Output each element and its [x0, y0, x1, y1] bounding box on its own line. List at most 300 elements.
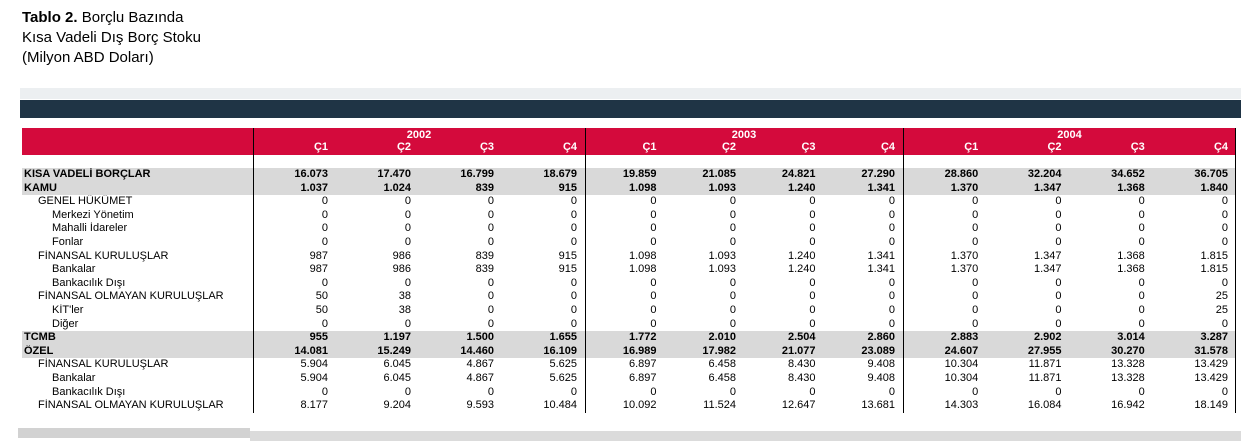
value-cell: 0: [1221, 222, 1228, 235]
table-title-line3: (Milyon ABD Doları): [22, 49, 154, 66]
quarter-label: Ç3: [479, 141, 494, 153]
value-cell: 1.093: [708, 263, 736, 276]
value-cell: 0: [1138, 222, 1145, 235]
value-cell: 8.430: [787, 371, 816, 384]
value-cell: 4.867: [466, 358, 494, 371]
value-cell: 839: [475, 249, 494, 262]
year-group-cells: [585, 182, 903, 196]
year-group-cells: [253, 290, 585, 304]
value-cell: 0: [570, 208, 577, 221]
value-cell: 0: [888, 317, 895, 330]
year-group-cells: [253, 304, 585, 318]
debt-stock-table: [22, 128, 1236, 413]
year-group-cells: [253, 277, 585, 291]
value-cell: 0: [729, 222, 736, 235]
value-cell: 0: [888, 303, 895, 316]
value-cell: 0: [809, 208, 816, 221]
value-cell: 4.867: [466, 371, 494, 384]
value-cell: 0: [321, 208, 328, 221]
year-group-cells: [253, 236, 585, 250]
value-cell: 9.593: [466, 399, 494, 412]
year-label: 2004: [1057, 129, 1082, 141]
value-cell: 30.270: [1111, 344, 1145, 357]
value-cell: 0: [570, 235, 577, 248]
value-cell: 0: [809, 385, 816, 398]
value-cell: 0: [972, 303, 979, 316]
value-cell: 25: [1215, 303, 1228, 316]
value-cell: 1.341: [867, 263, 895, 276]
row-label: KAMU: [24, 181, 57, 194]
table-row: [22, 209, 1236, 223]
value-cell: 15.249: [377, 344, 411, 357]
value-cell: 0: [1221, 317, 1228, 330]
value-cell: 16.942: [1111, 399, 1145, 412]
value-cell: 34.652: [1111, 168, 1145, 180]
year-group-cells: [253, 345, 585, 359]
value-cell: 0: [972, 222, 979, 235]
value-cell: 0: [1055, 222, 1062, 235]
table-row: [22, 372, 1236, 386]
value-cell: 28.860: [944, 168, 979, 180]
row-label: FİNANSAL OLMAYAN KURULUŞLAR: [38, 399, 224, 412]
year-group-cells: [585, 195, 903, 209]
value-cell: 27.955: [1027, 344, 1062, 357]
table-title-line2: Kısa Vadeli Dış Borç Stoku: [22, 29, 201, 46]
table-row: [22, 399, 1236, 413]
year-label: 2002: [406, 129, 432, 141]
value-cell: 9.204: [383, 399, 411, 412]
value-cell: 0: [650, 235, 657, 248]
value-cell: 1.347: [1033, 263, 1062, 276]
row-label: Merkezi Yönetim: [52, 208, 134, 221]
value-cell: 0: [972, 276, 979, 289]
value-cell: 5.625: [549, 358, 577, 371]
table-title-line1: Tablo 2. Borçlu Bazında: [22, 9, 184, 26]
value-cell: 0: [650, 385, 657, 398]
year-group-cells: [585, 236, 903, 250]
value-cell: 0: [1055, 195, 1062, 208]
header-label-spacer: [22, 128, 253, 155]
value-cell: 0: [404, 195, 411, 208]
value-cell: 13.429: [1194, 358, 1228, 371]
value-cell: 0: [570, 303, 577, 316]
value-cell: 1.093: [708, 181, 736, 194]
year-group-cells: [903, 372, 1236, 386]
value-cell: 0: [809, 317, 816, 330]
table-title: [22, 8, 201, 68]
value-cell: 10.304: [944, 371, 979, 384]
row-label: Mahalli İdareler: [52, 222, 128, 235]
value-cell: 0: [729, 385, 736, 398]
value-cell: 9.408: [867, 358, 895, 371]
value-cell: 21.085: [702, 168, 736, 180]
value-cell: 0: [570, 195, 577, 208]
value-cell: 0: [570, 290, 577, 303]
row-label: FİNANSAL OLMAYAN KURULUŞLAR: [38, 290, 224, 303]
value-cell: 0: [1055, 276, 1062, 289]
value-cell: 18.149: [1194, 399, 1228, 412]
value-cell: 21.077: [781, 344, 816, 357]
quarter-header-row: [253, 141, 585, 155]
table-row: [22, 345, 1236, 359]
value-cell: 0: [487, 208, 494, 221]
value-cell: 0: [888, 208, 895, 221]
table-row: [22, 304, 1236, 318]
year-group-cells: [585, 209, 903, 223]
value-cell: 50: [315, 303, 328, 316]
column-divider: [585, 128, 586, 413]
value-cell: 1.368: [1117, 263, 1145, 276]
value-cell: 0: [487, 235, 494, 248]
value-cell: 0: [809, 276, 816, 289]
value-cell: 1.093: [708, 249, 736, 262]
value-cell: 0: [888, 385, 895, 398]
table-row: [22, 290, 1236, 304]
value-cell: 1.098: [628, 249, 657, 262]
value-cell: 0: [1138, 303, 1145, 316]
value-cell: 0: [404, 208, 411, 221]
year-group-cells: [585, 277, 903, 291]
value-cell: 0: [729, 276, 736, 289]
value-cell: 18.679: [543, 168, 577, 180]
value-cell: 0: [321, 385, 328, 398]
value-cell: 0: [321, 195, 328, 208]
column-divider: [1235, 128, 1236, 413]
value-cell: 10.484: [543, 399, 577, 412]
year-label: 2003: [731, 129, 757, 141]
value-cell: 50: [315, 290, 328, 303]
bottom-divider-right: [250, 431, 1241, 441]
year-group-cells: [253, 318, 585, 332]
value-cell: 0: [972, 235, 979, 248]
value-cell: 2.902: [1033, 331, 1062, 344]
year-group-cells: [903, 250, 1236, 264]
value-cell: 11.871: [1028, 358, 1062, 371]
year-group-header: [253, 128, 585, 155]
value-cell: 9.408: [867, 371, 895, 384]
value-cell: 0: [972, 385, 979, 398]
row-label: Diğer: [52, 317, 79, 330]
value-cell: 16.989: [622, 344, 657, 357]
value-cell: 1.815: [1200, 263, 1228, 276]
header-body-gap: [22, 155, 1236, 168]
value-cell: 0: [1055, 235, 1062, 248]
year-group-cells: [253, 168, 585, 182]
year-group-cells: [253, 358, 585, 372]
row-label: Bankalar: [52, 371, 96, 384]
value-cell: 0: [888, 290, 895, 303]
value-cell: 0: [404, 235, 411, 248]
table-row: [22, 250, 1236, 264]
value-cell: 3.287: [1200, 331, 1228, 344]
value-cell: 16.109: [543, 344, 577, 357]
year-group-cells: [903, 182, 1236, 196]
value-cell: 0: [1055, 208, 1062, 221]
value-cell: 13.681: [861, 399, 895, 412]
quarter-label: Ç1: [964, 141, 979, 153]
quarter-label: Ç2: [1047, 141, 1062, 153]
year-group-cells: [903, 290, 1236, 304]
value-cell: 0: [650, 290, 657, 303]
year-group-cells: [253, 209, 585, 223]
quarter-label: Ç4: [880, 141, 895, 153]
value-cell: 5.625: [549, 371, 577, 384]
bottom-divider-left: [18, 428, 250, 438]
value-cell: 16.799: [460, 168, 494, 180]
value-cell: 1.341: [867, 249, 895, 262]
value-cell: 16.084: [1027, 399, 1062, 412]
value-cell: 1.037: [300, 181, 328, 194]
value-cell: 11.524: [703, 399, 736, 412]
quarter-label: Ç4: [562, 141, 577, 153]
value-cell: 987: [309, 263, 328, 276]
value-cell: 6.458: [708, 371, 736, 384]
year-group-cells: [903, 236, 1236, 250]
column-divider: [253, 128, 254, 413]
value-cell: 31.578: [1194, 344, 1228, 357]
value-cell: 0: [729, 208, 736, 221]
value-cell: 3.014: [1117, 331, 1145, 344]
year-group-cells: [585, 168, 903, 182]
value-cell: 0: [809, 290, 816, 303]
table-row: [22, 331, 1236, 345]
value-cell: 0: [487, 385, 494, 398]
value-cell: 24.607: [944, 344, 979, 357]
value-cell: 13.429: [1194, 371, 1228, 384]
value-cell: 1.368: [1117, 181, 1145, 194]
value-cell: 1.370: [950, 263, 979, 276]
year-group-cells: [585, 250, 903, 264]
value-cell: 24.821: [781, 168, 816, 180]
value-cell: 0: [570, 317, 577, 330]
value-cell: 0: [972, 317, 979, 330]
value-cell: 14.460: [460, 344, 494, 357]
year-group-header: [585, 128, 903, 155]
year-group-cells: [585, 345, 903, 359]
value-cell: 6.458: [708, 358, 736, 371]
row-label: FİNANSAL KURULUŞLAR: [38, 358, 169, 371]
table-row: [22, 277, 1236, 291]
year-group-cells: [903, 318, 1236, 332]
value-cell: 1.098: [628, 181, 657, 194]
value-cell: 0: [570, 222, 577, 235]
year-group-cells: [903, 195, 1236, 209]
value-cell: 13.328: [1111, 358, 1145, 371]
table-row: [22, 182, 1236, 196]
value-cell: 0: [1221, 276, 1228, 289]
value-cell: 1.815: [1200, 249, 1228, 262]
value-cell: 0: [729, 235, 736, 248]
value-cell: 1.347: [1033, 249, 1062, 262]
value-cell: 0: [888, 195, 895, 208]
value-cell: 0: [487, 276, 494, 289]
value-cell: 915: [558, 263, 577, 276]
year-group-cells: [903, 399, 1236, 413]
value-cell: 0: [404, 276, 411, 289]
value-cell: 0: [1221, 195, 1228, 208]
column-divider: [903, 128, 904, 413]
quarter-label: Ç2: [721, 141, 736, 153]
value-cell: 16.073: [294, 168, 328, 180]
value-cell: 0: [1138, 235, 1145, 248]
table-row: [22, 318, 1236, 332]
year-group-cells: [585, 358, 903, 372]
value-cell: 0: [404, 222, 411, 235]
value-cell: 1.655: [549, 331, 577, 344]
value-cell: 0: [1221, 235, 1228, 248]
value-cell: 0: [1138, 385, 1145, 398]
year-group-cells: [585, 222, 903, 236]
value-cell: 0: [1221, 208, 1228, 221]
value-cell: 1.840: [1200, 181, 1228, 194]
value-cell: 0: [570, 276, 577, 289]
navy-divider-bar: [20, 100, 1241, 118]
year-group-cells: [253, 222, 585, 236]
table-row: [22, 195, 1236, 209]
value-cell: 36.705: [1194, 168, 1228, 180]
value-cell: 0: [1055, 385, 1062, 398]
value-cell: 0: [487, 317, 494, 330]
row-label: Bankacılık Dışı: [52, 385, 126, 398]
value-cell: 0: [487, 222, 494, 235]
value-cell: 0: [729, 317, 736, 330]
table-header-row: [22, 128, 1236, 155]
quarter-label: Ç1: [313, 141, 328, 153]
row-label: ÖZEL: [24, 344, 54, 357]
quarter-label: Ç3: [1130, 141, 1145, 153]
value-cell: 10.092: [622, 399, 657, 412]
value-cell: 0: [321, 276, 328, 289]
value-cell: 14.081: [294, 344, 328, 357]
value-cell: 0: [809, 303, 816, 316]
value-cell: 5.904: [300, 358, 328, 371]
value-cell: 6.897: [628, 371, 657, 384]
quarter-label: Ç3: [801, 141, 816, 153]
value-cell: 17.470: [377, 168, 411, 180]
value-cell: 0: [321, 317, 328, 330]
value-cell: 0: [404, 317, 411, 330]
value-cell: 1.240: [787, 181, 816, 194]
row-label: KİT'ler: [52, 303, 84, 316]
value-cell: 1.772: [628, 331, 657, 344]
value-cell: 0: [650, 317, 657, 330]
year-group-cells: [585, 304, 903, 318]
value-cell: 1.368: [1117, 249, 1145, 262]
value-cell: 2.010: [708, 331, 736, 344]
value-cell: 839: [475, 181, 494, 194]
value-cell: 0: [487, 303, 494, 316]
year-group-cells: [253, 331, 585, 345]
value-cell: 1.024: [383, 181, 411, 194]
year-group-cells: [253, 250, 585, 264]
quarter-header-row: [903, 141, 1236, 155]
value-cell: 2.883: [950, 331, 979, 344]
value-cell: 955: [309, 331, 328, 344]
year-group-cells: [253, 399, 585, 413]
value-cell: 0: [1138, 276, 1145, 289]
value-cell: 13.328: [1111, 371, 1145, 384]
row-label: GENEL HÜKÜMET: [38, 195, 133, 208]
light-divider-bar: [20, 88, 1241, 99]
value-cell: 0: [972, 290, 979, 303]
value-cell: 0: [809, 222, 816, 235]
year-group-cells: [903, 168, 1236, 182]
year-group-cells: [585, 331, 903, 345]
value-cell: 14.303: [944, 399, 979, 412]
value-cell: 0: [972, 208, 979, 221]
value-cell: 1.347: [1033, 181, 1062, 194]
value-cell: 0: [972, 195, 979, 208]
year-group-cells: [903, 331, 1236, 345]
year-group-cells: [903, 277, 1236, 291]
year-group-cells: [903, 386, 1236, 400]
value-cell: 0: [888, 276, 895, 289]
value-cell: 27.290: [861, 168, 895, 180]
value-cell: 0: [1221, 385, 1228, 398]
year-group-cells: [253, 182, 585, 196]
year-group-cells: [903, 209, 1236, 223]
value-cell: 0: [1138, 317, 1145, 330]
row-label: Bankalar: [52, 263, 96, 276]
value-cell: 17.982: [702, 344, 736, 357]
row-label: TCMB: [24, 331, 56, 344]
value-cell: 2.860: [867, 331, 895, 344]
year-group-cells: [585, 372, 903, 386]
year-group-cells: [903, 358, 1236, 372]
year-group-cells: [253, 263, 585, 277]
year-group-cells: [585, 399, 903, 413]
year-group-cells: [585, 318, 903, 332]
value-cell: 0: [729, 195, 736, 208]
value-cell: 1.197: [383, 331, 411, 344]
value-cell: 19.859: [622, 168, 657, 180]
value-cell: 0: [1055, 290, 1062, 303]
year-group-cells: [253, 386, 585, 400]
table-body: [22, 168, 1236, 413]
value-cell: 1.341: [867, 181, 895, 194]
year-group-cells: [253, 372, 585, 386]
year-group-cells: [585, 263, 903, 277]
value-cell: 0: [321, 222, 328, 235]
value-cell: 0: [1055, 303, 1062, 316]
value-cell: 839: [475, 263, 494, 276]
quarter-label: Ç1: [642, 141, 657, 153]
table-row: [22, 222, 1236, 236]
value-cell: 1.240: [787, 263, 816, 276]
year-group-cells: [585, 386, 903, 400]
value-cell: 38: [398, 303, 411, 316]
value-cell: 0: [729, 290, 736, 303]
year-group-cells: [903, 304, 1236, 318]
value-cell: 0: [487, 195, 494, 208]
value-cell: 1.370: [950, 181, 979, 194]
value-cell: 0: [809, 195, 816, 208]
row-label: Bankacılık Dışı: [52, 276, 126, 289]
value-cell: 5.904: [300, 371, 328, 384]
value-cell: 0: [809, 235, 816, 248]
table-row: [22, 236, 1236, 250]
value-cell: 6.897: [628, 358, 657, 371]
value-cell: 0: [1138, 208, 1145, 221]
value-cell: 0: [487, 290, 494, 303]
value-cell: 0: [650, 195, 657, 208]
value-cell: 1.370: [950, 249, 979, 262]
value-cell: 986: [392, 263, 411, 276]
row-label: KISA VADELİ BORÇLAR: [24, 168, 151, 180]
value-cell: 6.045: [383, 371, 411, 384]
year-group-cells: [903, 263, 1236, 277]
value-cell: 915: [558, 249, 577, 262]
